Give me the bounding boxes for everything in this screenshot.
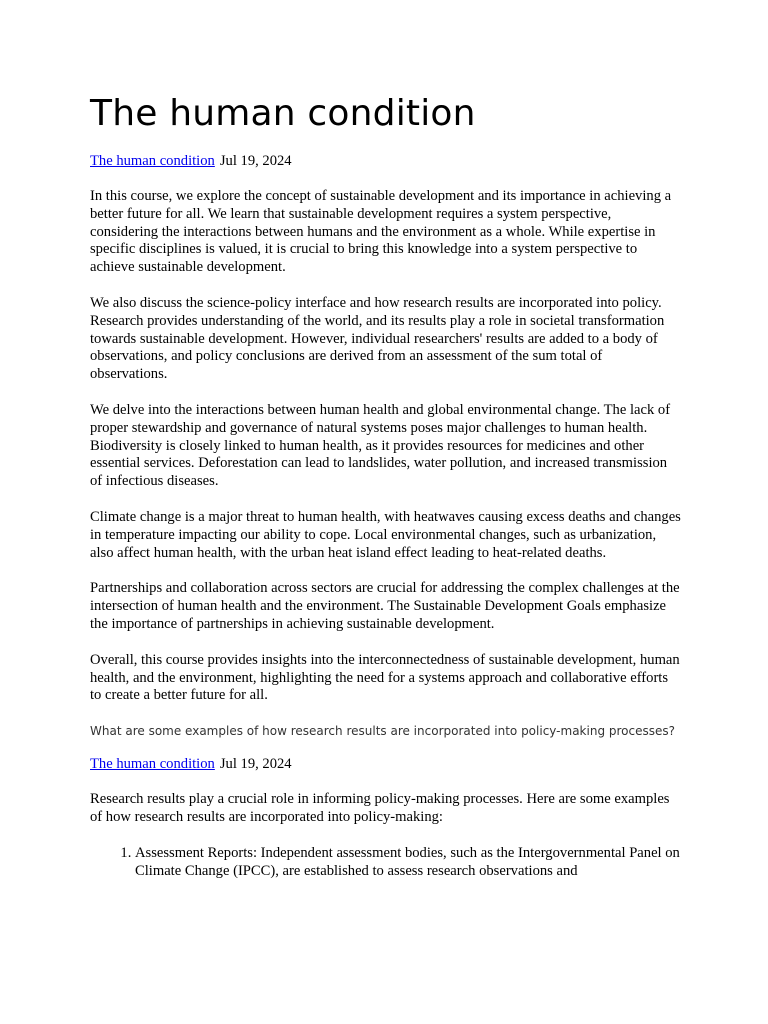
paragraph: We delve into the interactions between human health and global environmental change. The lack of proper stewardship and governance of natural systems poses major challenges to human health. Biodiversity is closely linked to human health, as it provides resources for medicines and other essential services. Deforestation can lead to landslides, water pollution, and increased transmission of infectious diseases. [90,401,671,490]
post-source-link[interactable]: The human condition [90,153,215,169]
answer-meta [90,755,682,773]
paragraph: Climate change is a major threat to human health, with heatwaves causing excess deaths and changes in temperature impacting our ability to cope. Local environmental changes, such as urbanization, also affect human health, with the urban heat island effect leading to heat-related deaths. [90,508,681,561]
answer-date: Jul 19, 2024 [219,756,292,773]
paragraph: We also discuss the science-policy interface and how research results are incorporated into policy. Research provides understanding of the world, and its results play a role in societal transformation towards sustainable development. However, individual researchers' results are added to a body of observations, and policy conclusions are derived from an assessment of the sum total of observations. [90,294,665,383]
list-item: 1. Assessment Reports: Independent assessment bodies, such as the Intergovernmental Panel on Climate Change (IPCC), are established to assess research observations and [135,845,682,881]
post-date: Jul 19, 2024 [219,153,292,169]
answer-list [90,845,682,881]
post-meta [90,152,682,170]
page-title: The human condition [90,93,476,134]
answer-intro: Research results play a crucial role in informing policy-making processes. Here are some examples of how research results are incorporated into policy-making: [90,791,670,825]
document-page [90,0,682,880]
question-prompt: What are some examples of how research results are incorporated into policy-making processes? [90,724,675,739]
paragraph: Partnerships and collaboration across sectors are crucial for addressing the complex challenges at the intersection of human health and the environment. The Sustainable Development Goals emphasize the importance of partnerships in achieving sustainable development. [90,580,680,632]
answer-source-link[interactable]: The human condition [90,756,215,773]
paragraph: In this course, we explore the concept of sustainable development and its importance in achieving a better future for all. We learn that sustainable development requires a system perspective, considering the interactions between humans and the environment as a whole. While expertise in specific disciplines is valued, it is crucial to bring this knowledge into a system perspective to achieve sustainable development. [90,188,672,276]
paragraph: Overall, this course provides insights into the interconnectedness of sustainable development, human health, and the environment, highlighting the need for a systems approach and collaborative efforts to create a better future for all. [90,651,680,704]
